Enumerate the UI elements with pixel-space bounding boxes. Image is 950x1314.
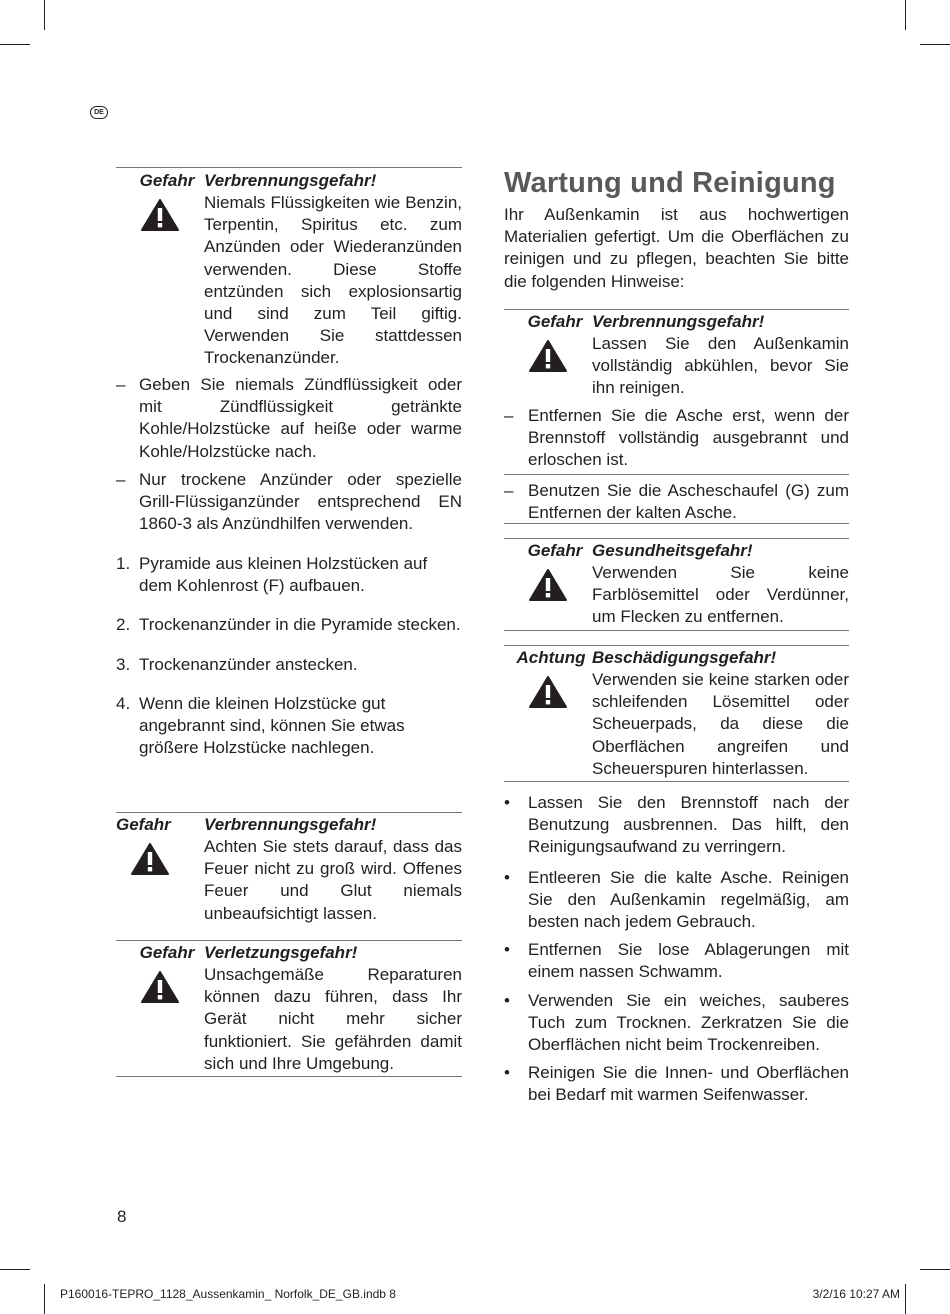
bullet-mark: • xyxy=(504,867,510,887)
list-item xyxy=(116,654,462,676)
rule xyxy=(504,630,849,631)
crop-mark xyxy=(44,1284,45,1314)
warning-box xyxy=(504,540,849,629)
bullet-mark: • xyxy=(504,990,510,1010)
rule xyxy=(504,781,849,782)
rule xyxy=(504,538,849,539)
list-item-text: Lassen Sie den Brennstoff nach der Benutzung ausbrennen. Das hilft, den Reinigungsaufwand zu verringern. xyxy=(528,793,849,857)
crop-mark xyxy=(0,1269,30,1270)
crop-mark xyxy=(0,44,30,45)
bullet-mark: • xyxy=(504,1063,510,1083)
page-number: 8 xyxy=(117,1207,127,1226)
warning-label: Achtung xyxy=(516,648,586,667)
list-item xyxy=(504,480,849,524)
warning-box xyxy=(504,647,849,780)
list-item xyxy=(504,1062,849,1106)
rule xyxy=(116,1076,462,1077)
warning-label: Gefahr xyxy=(527,312,583,331)
list-item xyxy=(116,469,462,536)
bullet-mark: • xyxy=(504,793,510,812)
list-item-text: Entleeren Sie die kalte Asche. Reinigen Sie den Außenkamin regelmäßig, am besten nach jedem Gebrauch. xyxy=(528,867,849,932)
list-item xyxy=(504,939,849,983)
step-number: 4. xyxy=(116,693,131,713)
warning-title: Gesundheitsgefahr! xyxy=(592,541,753,560)
list-item xyxy=(504,405,849,472)
warning-triangle-icon xyxy=(130,842,170,876)
bullet-list xyxy=(504,792,849,1107)
dash-mark: – xyxy=(504,406,514,425)
warning-label: Gefahr xyxy=(139,943,195,962)
intro-text: Ihr Außenkamin ist aus hochwertigen Materialien gefertigt. Um die Oberflächen zu reinigen und zu pflegen, beachten Sie bitte die folgenden Hinweise: xyxy=(504,205,849,291)
warning-text: Niemals Flüssigkeiten wie Benzin, Terpentin, Spiritus etc. zum Anzünden oder Wiederanzünden verwenden. Diese Stoffe entzünden sich explosionsartig und sind zum Teil giftig. Verwenden Sie stattdessen Trockenanzünder. xyxy=(204,193,462,368)
crop-mark xyxy=(905,0,906,30)
warning-box xyxy=(116,814,462,925)
warning-title: Beschädigungsgefahr! xyxy=(592,648,777,667)
dash-mark: – xyxy=(116,469,126,489)
step-number: 3. xyxy=(116,654,131,674)
rule xyxy=(504,309,849,310)
rule xyxy=(116,940,462,941)
warning-box xyxy=(116,170,462,370)
warning-text: Achten Sie stets darauf, dass das Feuer nicht zu groß wird. Offenes Feuer und Glut niemals unbeaufsichtigt lassen. xyxy=(204,837,462,923)
warning-triangle-icon xyxy=(528,339,568,373)
list-item xyxy=(504,990,849,1057)
list-item-text: Entfernen Sie die Asche erst, wenn der Brennstoff vollständig ausgebrannt und erloschen ist. xyxy=(528,406,849,470)
footer-file: P160016-TEPRO_1128_Aussenkamin_ Norfolk_DE_GB.indb 8 xyxy=(60,1287,396,1301)
list-item xyxy=(116,693,462,760)
warning-label: Gefahr xyxy=(116,815,171,834)
list-item-text: Benutzen Sie die Ascheschaufel (G) zum Entfernen der kalten Asche. xyxy=(528,480,849,522)
step-text: Wenn die kleinen Holzstücke gut angebrannt sind, können Sie etwas größere Holzstücke nachlegen. xyxy=(139,693,405,758)
list-item-text: Entfernen Sie lose Ablagerungen mit einem nassen Schwamm. xyxy=(528,940,849,982)
rule xyxy=(116,812,462,813)
dash-mark: – xyxy=(504,480,514,500)
warning-title: Verletzungsgefahr! xyxy=(204,943,358,962)
warning-title: Verbrennungsgefahr! xyxy=(592,312,765,331)
warning-text: Unsachgemäße Reparaturen können dazu führen, dass Ihr Gerät nicht mehr sicher funktioniert. Sie gefährden damit sich und Ihre Umgebung. xyxy=(204,965,462,1073)
list-item xyxy=(116,614,462,636)
rule xyxy=(504,645,849,646)
section-heading: Wartung und Reinigung xyxy=(504,167,836,199)
warning-triangle-icon xyxy=(528,675,568,709)
step-number: 2. xyxy=(116,615,131,635)
warning-triangle-icon xyxy=(140,198,180,232)
rule xyxy=(504,474,849,475)
footer-date: 3/2/16 10:27 AM xyxy=(812,1287,900,1301)
dash-list xyxy=(116,374,462,535)
warning-text: Verwenden sie keine starken oder schleifenden Lösemittel oder Scheuerpads, da diese die Oberflächen angreifen und Scheuerspuren hinterlassen. xyxy=(592,670,849,778)
list-item xyxy=(504,867,849,934)
warning-triangle-icon xyxy=(140,970,180,1004)
warning-text: Lassen Sie den Außenkamin vollständig abkühlen, bevor Sie ihn reinigen. xyxy=(592,334,849,398)
crop-mark xyxy=(920,1269,950,1270)
crop-mark xyxy=(920,44,950,45)
list-item-text: Geben Sie niemals Zündflüssigkeit oder mit Zündflüssigkeit getränkte Kohle/Holzstücke auf heiße oder warme Kohle/Holzstücke nach. xyxy=(139,375,462,461)
step-text: Trockenanzünder in die Pyramide stecken. xyxy=(139,615,461,635)
warning-text: Verwenden Sie keine Farblösemittel oder Verdünner, um Flecken zu entfernen. xyxy=(592,563,849,627)
step-text: Pyramide aus kleinen Holzstücken auf dem Kohlenrost (F) aufbauen. xyxy=(139,554,428,596)
warning-box xyxy=(116,942,462,1075)
warning-title: Verbrennungsgefahr! xyxy=(204,171,377,190)
list-item-text: Nur trockene Anzünder oder spezielle Grill-Flüssiganzünder entsprechend EN 1860-3 als Anzündhilfen verwenden. xyxy=(139,469,462,534)
bullet-mark: • xyxy=(504,940,510,960)
step-text: Trockenanzünder anstecken. xyxy=(139,654,358,674)
warning-label: Gefahr xyxy=(527,541,583,560)
step-number: 1. xyxy=(116,554,131,573)
crop-mark xyxy=(905,1284,906,1314)
rule xyxy=(116,167,462,168)
list-item xyxy=(116,553,462,597)
warning-box xyxy=(504,311,849,400)
list-item-text: Verwenden Sie ein weiches, sauberes Tuch zum Trocknen. Zerkratzen Sie die Oberflächen nicht beim Trockenreiben. xyxy=(528,990,849,1055)
list-item xyxy=(504,792,849,859)
warning-triangle-icon xyxy=(528,568,568,602)
dash-list xyxy=(504,405,849,524)
language-badge: DE xyxy=(90,106,108,119)
list-item xyxy=(116,374,462,463)
rule xyxy=(504,523,849,524)
crop-mark xyxy=(44,0,45,30)
steps-list xyxy=(116,553,462,759)
list-item-text: Reinigen Sie die Innen- und Oberflächen bei Bedarf mit warmen Seifenwasser. xyxy=(528,1063,849,1105)
dash-mark: – xyxy=(116,375,126,394)
warning-title: Verbrennungsgefahr! xyxy=(204,815,377,834)
warning-label: Gefahr xyxy=(139,171,195,190)
